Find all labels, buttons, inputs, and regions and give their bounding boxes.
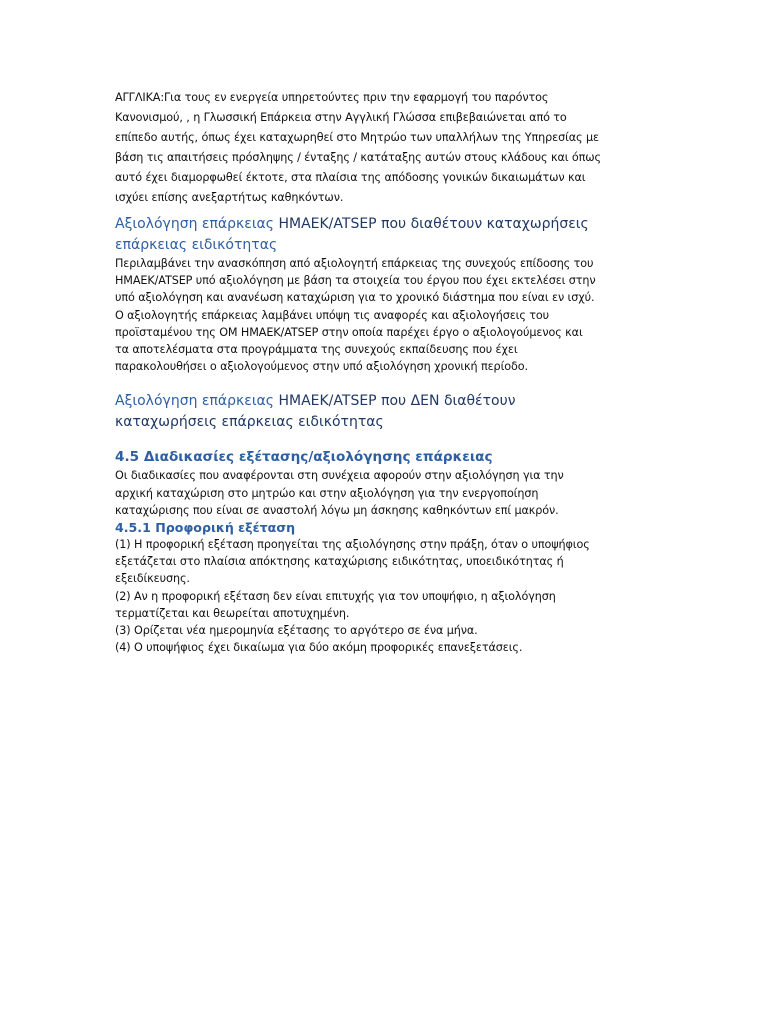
list-line: (2) Αν η προφορική εξέταση δεν είναι επιτυχής για τον υποψήφιο, η αξιολόγηση — [115, 589, 556, 603]
intro-line: βάση τις απαιτήσεις πρόσληψης / ένταξης / κατάταξης αυτών στους κλάδους και όπως — [115, 151, 601, 164]
heading-evaluation-without-ratings — [115, 391, 645, 432]
list-line: εξειδίκευσης. — [115, 572, 190, 586]
paragraph-line: Ο αξιολογητής επάρκειας λαμβάνει υπόψη τις αναφορές και αξιολογήσεις του — [115, 308, 550, 322]
intro-line: επίπεδο αυτής, όπως έχει καταχωρηθεί στο Μητρώο των υπαλλήλων της Υπηρεσίας με — [115, 131, 599, 144]
list-line: εξετάζεται στο πλαίσια απόκτησης καταχώρισης ειδικότητας, υποειδικότητας ή — [115, 555, 564, 569]
paragraph-line: Περιλαμβάνει την ανασκόπηση από αξιολογητή επάρκειας της συνεχούς επίδοσης του — [115, 257, 594, 270]
paragraph-line: αρχική καταχώριση στο μητρώο και στην αξιολόγηση για την ενεργοποίηση — [115, 486, 539, 500]
oral-exam-list — [115, 536, 645, 656]
heading-line: επάρκειας ειδικότητας — [115, 236, 278, 253]
intro-line: ισχύει επίσης ανεξαρτήτως καθηκόντων. — [115, 191, 344, 204]
heading-part: Αξιολόγηση επάρκειας — [115, 393, 279, 410]
intro-line: ΑΓΓΛΙΚΑ:Για τους εν ενεργεία υπηρετούντες πριν την εφαρμογή του παρόντος — [115, 91, 549, 104]
subsection-heading-4-5-1: 4.5.1 Προφορική εξέταση — [115, 520, 296, 536]
document-page — [115, 88, 645, 656]
paragraph-line: καταχώρισης που είναι σε αναστολή λόγω μη άσκησης καθηκόντων επί μακρόν. — [115, 503, 559, 517]
heading-part: ΗΜΑΕΚ/ATSEP που ΔΕΝ διαθέτουν — [278, 393, 516, 410]
intro-line: αυτό έχει διαμορφωθεί έκτοτε, στα πλαίσια της απόδοσης γονικών δικαιωμάτων και — [115, 171, 586, 184]
paragraph-line: ΗΜΑΕΚ/ATSEP υπό αξιολόγηση με βάση τα στοιχεία του έργου που έχει εκτελέσει στην — [115, 274, 596, 288]
paragraph-line: τα αποτελέσματα στα προγράμματα της συνεχούς εκπαίδευσης που έχει — [115, 343, 518, 357]
heading-part: Αξιολόγηση επάρκειας — [115, 216, 279, 232]
list-line: (4) Ο υποψήφιος έχει δικαίωμα για δύο ακόμη προφορικές επανεξετάσεις. — [115, 641, 523, 655]
intro-line: Κανονισμού, , η Γλωσσική Επάρκεια στην Αγγλική Γλώσσα επιβεβαιώνεται από το — [115, 111, 567, 124]
list-line: τερματίζεται και θεωρείται αποτυχημένη. — [115, 606, 350, 620]
paragraph-line: υπό αξιολόγηση και ανανέωση καταχώριση για το χρονικό διάστημα που είναι εν ισχύ. — [115, 291, 595, 305]
paragraph-line: Οι διαδικασίες που αναφέρονται στη συνέχεια αφορούν στην αξιολόγηση για την — [115, 469, 564, 483]
heading-line — [115, 391, 645, 412]
procedures-paragraph — [115, 467, 645, 519]
section-heading-4-5: 4.5 Διαδικασίες εξέτασης/αξιολόγησης επάρκειας — [115, 449, 493, 466]
heading-line: καταχωρήσεις επάρκειας ειδικότητας — [115, 413, 384, 430]
intro-paragraph — [115, 88, 645, 208]
list-line: (1) Η προφορική εξέταση προηγείται της αξιολόγησης στην πράξη, όταν ο υποψήφιος — [115, 538, 590, 552]
heading-part: ΗΜΑΕΚ/ATSEP που διαθέτουν καταχωρήσεις — [278, 216, 589, 232]
paragraph-line: προϊσταμένου της ΟΜ ΗΜΑΕΚ/ATSEP στην οποία παρέχει έργο ο αξιολογούμενος και — [115, 325, 583, 339]
heading-line — [115, 214, 645, 235]
heading-evaluation-with-ratings — [115, 214, 645, 255]
list-line: (3) Ορίζεται νέα ημερομηνία εξέτασης το αργότερο σε ένα μήνα. — [115, 624, 478, 638]
paragraph-line: παρακολουθήσει ο αξιολογούμενος στην υπό αξιολόγηση χρονική περίοδο. — [115, 360, 528, 374]
evaluation-paragraph — [115, 255, 645, 375]
